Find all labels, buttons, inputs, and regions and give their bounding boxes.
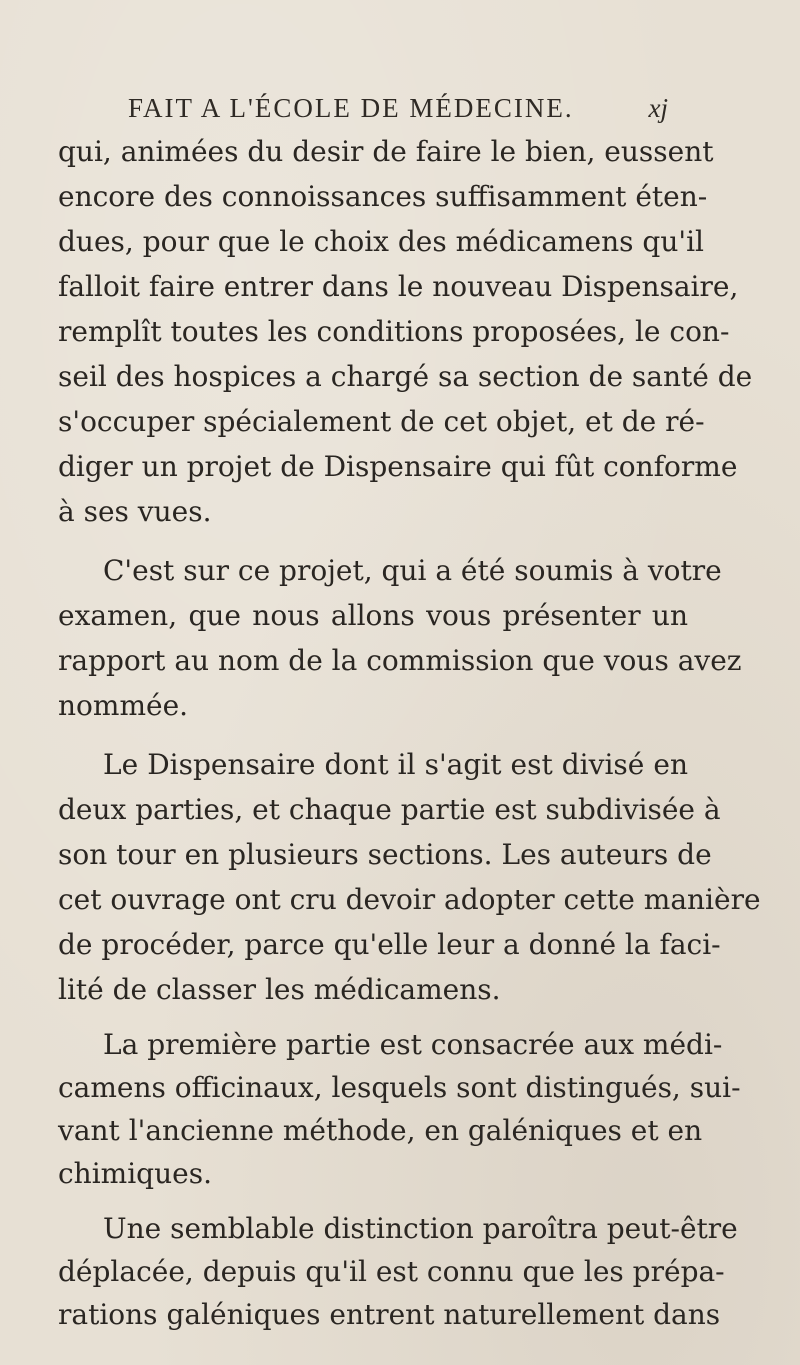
page-number: xj: [648, 93, 668, 123]
text-line: de procéder, parce qu'elle leur a donné la faci-: [58, 928, 721, 961]
text-line: lité de classer les médicamens.: [58, 973, 501, 1006]
text-line: cet ouvrage ont cru devoir adopter cette manière: [58, 883, 761, 916]
text-line: chimiques.: [58, 1157, 212, 1190]
text-line: falloit faire entrer dans le nouveau Dispensaire,: [58, 270, 739, 303]
text-line: à ses vues.: [58, 495, 212, 528]
text-line: s'occuper spécialement de cet objet, et de ré-: [58, 405, 705, 438]
paragraph-start: La première partie est consacrée aux médi-: [103, 1028, 723, 1061]
text-line: seil des hospices a chargé sa section de santé de: [58, 360, 753, 393]
text-line: son tour en plusieurs sections. Les auteurs de: [58, 838, 712, 871]
text-line: nommée.: [58, 689, 189, 722]
text-line: vant l'ancienne méthode, en galéniques et en: [58, 1114, 703, 1147]
text-line: examen, que nous allons vous présenter un: [58, 599, 688, 632]
text-line: remplît toutes les conditions proposées, le con-: [58, 315, 730, 348]
text-line: diger un projet de Dispensaire qui fût conforme: [58, 450, 738, 483]
text-line: rapport au nom de la commission que vous avez: [58, 644, 742, 677]
running-title: FAIT A L'ÉCOLE DE MÉDECINE.: [128, 93, 574, 123]
text-line: déplacée, depuis qu'il est connu que les prépa-: [58, 1255, 725, 1288]
text-line: qui, animées du desir de faire le bien, eussent: [58, 135, 714, 168]
paragraph-start: Le Dispensaire dont il s'agit est divisé en: [103, 748, 688, 781]
text-line: camens officinaux, lesquels sont distingués, sui-: [58, 1071, 741, 1104]
text-line: rations galéniques entrent naturellement dans: [58, 1298, 721, 1331]
paragraph-start: C'est sur ce projet, qui a été soumis à votre: [103, 554, 722, 587]
running-header: [128, 93, 668, 124]
text-line: dues, pour que le choix des médicamens qu'il: [58, 225, 704, 258]
paragraph-start: Une semblable distinction paroîtra peut-être: [103, 1212, 738, 1245]
text-line: encore des connoissances suffisamment éten-: [58, 180, 708, 213]
text-line: deux parties, et chaque partie est subdivisée à: [58, 793, 721, 826]
